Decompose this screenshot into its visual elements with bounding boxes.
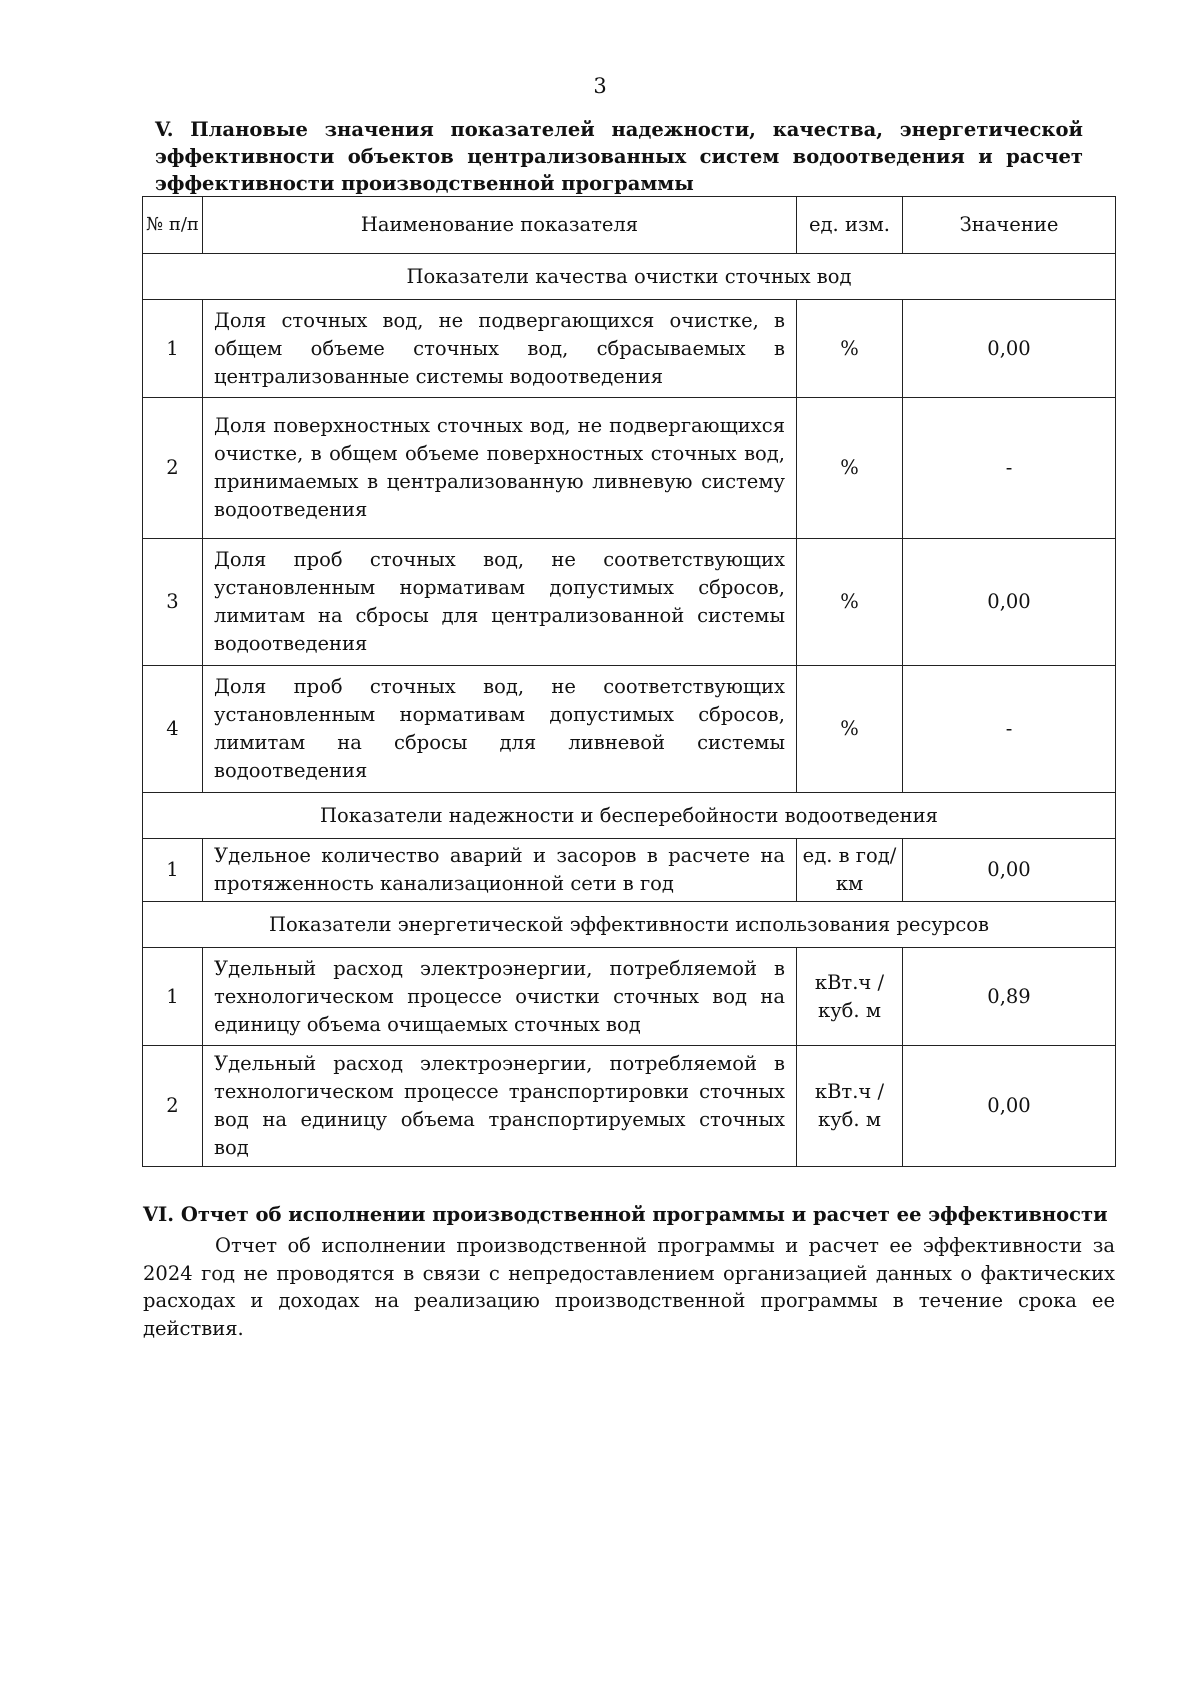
row-name: Доля сточных вод, не подвергающихся очистке, в общем объеме сточных вод, сбрасываемых в централизованные системы водоотведения	[203, 300, 797, 398]
section-6-heading: VI. Отчет об исполнении производственной программы и расчет ее эффективности	[143, 1203, 1108, 1226]
row-name: Удельное количество аварий и засоров в расчете на протяженность канализационной сети в год	[203, 839, 797, 902]
section-6-paragraph: Отчет об исполнении производственной программы и расчет ее эффективности за 2024 год не проводятся в связи с непредоставлением организацией данных о фактических расходах и доходах на реализацию производственной программы в течение срока ее действия.	[143, 1234, 1115, 1340]
row-name: Доля проб сточных вод, не соответствующих установленным нормативам допустимых сбросов, лимитам на сбросы для ливневой системы водоотведения	[203, 666, 797, 793]
row-num: 3	[143, 539, 203, 666]
row-name: Удельный расход электроэнергии, потребляемой в технологическом процессе очистки сточных вод на единицу объема очищаемых сточных вод	[203, 948, 797, 1046]
header-num: № п/п	[143, 197, 203, 254]
row-unit: ед. в год/ км	[797, 839, 903, 902]
row-value: -	[903, 398, 1116, 539]
header-unit: ед. изм.	[797, 197, 903, 254]
row-value: 0,00	[903, 539, 1116, 666]
group-title: Показатели качества очистки сточных вод	[143, 254, 1116, 300]
row-num: 4	[143, 666, 203, 793]
row-name: Доля поверхностных сточных вод, не подвергающихся очистке, в общем объеме поверхностных сточных вод, принимаемых в централизованную ливневую систему водоотведения	[203, 398, 797, 539]
header-value: Значение	[903, 197, 1116, 254]
row-unit: кВт.ч / куб. м	[797, 1046, 903, 1167]
table-row	[143, 666, 1116, 793]
section-5-heading: V. Плановые значения показателей надежности, качества, энергетической эффективности объектов централизованных систем водоотведения и расчет эффективности производственной программы	[155, 118, 1083, 195]
row-num: 2	[143, 398, 203, 539]
row-value: 0,00	[903, 839, 1116, 902]
table-header-row	[143, 197, 1116, 254]
row-name: Доля проб сточных вод, не соответствующих установленным нормативам допустимых сбросов, лимитам на сбросы для централизованной системы водоотведения	[203, 539, 797, 666]
group-row	[143, 902, 1116, 948]
row-unit: %	[797, 398, 903, 539]
row-num: 1	[143, 839, 203, 902]
row-num: 2	[143, 1046, 203, 1167]
table-row	[143, 300, 1116, 398]
row-value: -	[903, 666, 1116, 793]
row-unit: %	[797, 539, 903, 666]
group-title: Показатели надежности и бесперебойности водоотведения	[143, 793, 1116, 839]
row-value: 0,89	[903, 948, 1116, 1046]
row-value: 0,00	[903, 1046, 1116, 1167]
header-name: Наименование показателя	[203, 197, 797, 254]
row-value: 0,00	[903, 300, 1116, 398]
indicators-table	[142, 196, 1116, 1167]
table-row	[143, 839, 1116, 902]
row-unit: %	[797, 300, 903, 398]
row-unit: кВт.ч / куб. м	[797, 948, 903, 1046]
row-name: Удельный расход электроэнергии, потребляемой в технологическом процессе транспортировки сточных вод на единицу объема транспортируемых сточных вод	[203, 1046, 797, 1167]
table-row	[143, 398, 1116, 539]
group-row	[143, 793, 1116, 839]
table-row	[143, 1046, 1116, 1167]
row-unit: %	[797, 666, 903, 793]
page-number: 3	[593, 74, 607, 98]
table-row	[143, 948, 1116, 1046]
row-num: 1	[143, 300, 203, 398]
group-title: Показатели энергетической эффективности использования ресурсов	[143, 902, 1116, 948]
group-row	[143, 254, 1116, 300]
table-row	[143, 539, 1116, 666]
row-num: 1	[143, 948, 203, 1046]
